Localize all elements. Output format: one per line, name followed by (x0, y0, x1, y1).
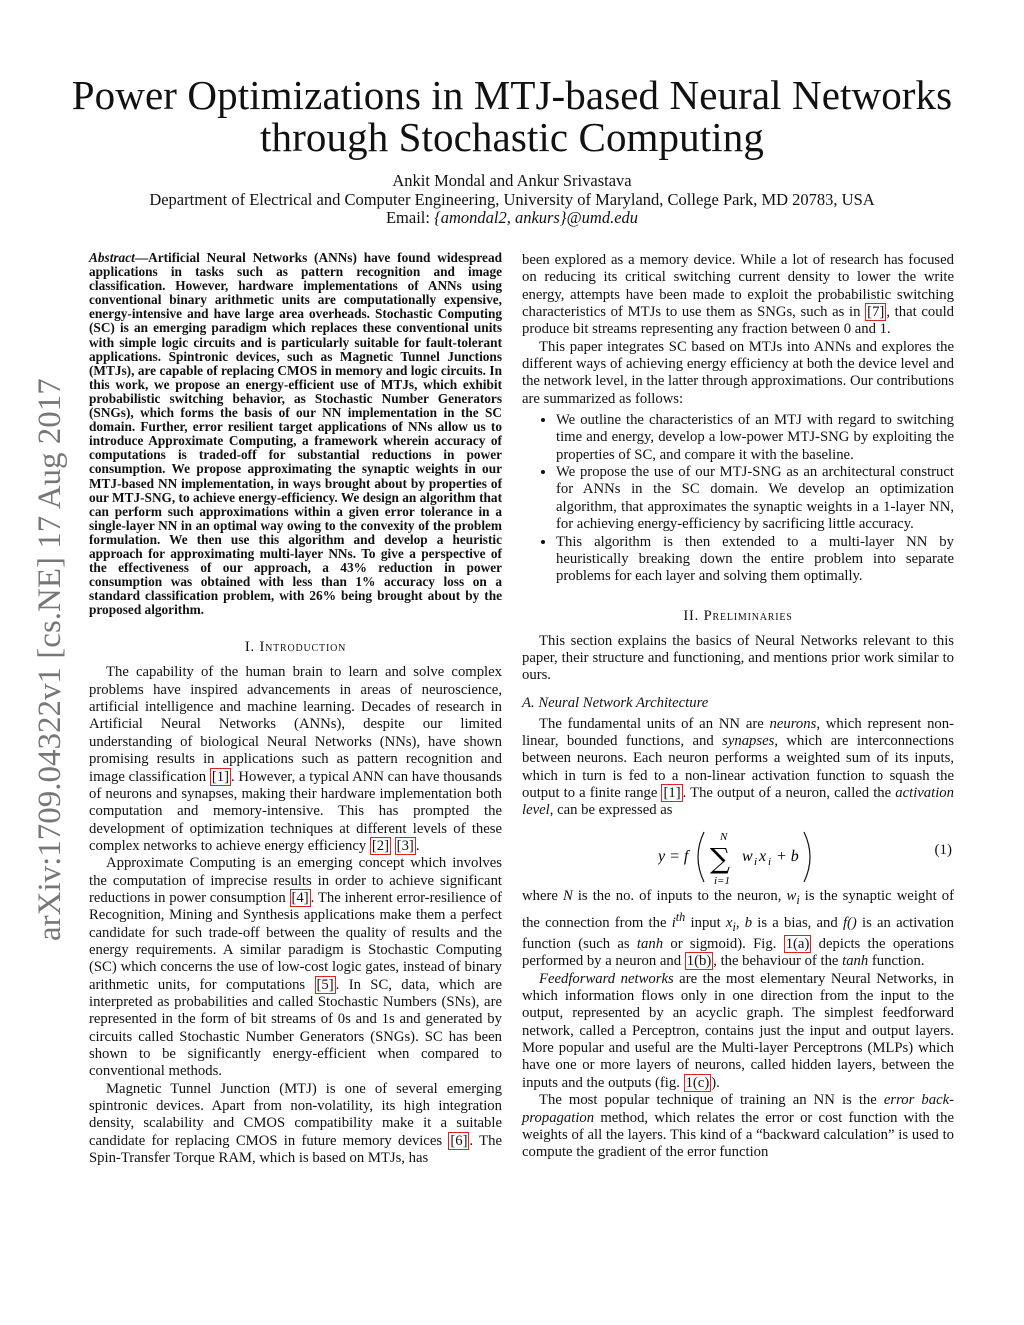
email-names: {amondal2, ankurs} (434, 208, 567, 227)
eq-w-sub: i (754, 855, 758, 868)
text-run: synapses (722, 732, 775, 749)
eq-right-paren (804, 832, 810, 882)
eq-sum-top: N (720, 830, 728, 843)
citation-link[interactable]: [6] (450, 1132, 468, 1149)
text-run: . The inherent error-resilience of Recognition, Mining and Synthesis applications make them a perfect candidate for such trade-off between the quality of results and the energy requirements. A similar paradigm is Stochastic Computing (SC) which concerns the use of low-cost logic gates, instead of binary arithmetic units, for computations (89, 889, 502, 993)
right-paragraph-2: This paper integrates SC based on MTJs into ANNs and explores the different ways of achieving energy efficiency at both the device level and the network level, in the latter through approximations. Our contributions are summarized as follows: (522, 338, 954, 407)
text-run: or sigmoid). Fig. (663, 936, 784, 953)
text-run: The capability of the human brain to learn and solve complex problems have inspired advancements in areas of neuroscience, artificial intelligence and machine learning. Decades of research in Artificial Neural Networks (ANNs), despite our limited understanding of biological Neural Networks (NNs), have shown promising results in applications such as pattern recognition and image classification (89, 664, 502, 785)
text-run: is a bias, and (752, 914, 843, 931)
right-column (522, 252, 954, 1162)
text-run: , the behaviour of the (713, 953, 843, 970)
text-run: x (725, 914, 733, 931)
equation-number: (1) (934, 841, 952, 858)
right-paragraph-1 (522, 252, 954, 339)
text-run: , which represent non-linear, bounded functions, and (522, 715, 954, 749)
contribution-item: • We propose the use of our MTJ-SNG as an architectural construct for ANNs in the SC domain. We develop an optimization algorithm, that approximates the synaptic weights in a 1-layer NN, for achieving energy-efficiency by sacrificing little accuracy. (556, 464, 954, 533)
prelim-paragraph-3 (522, 888, 954, 971)
text-run: depicts the operations performed by a neuron and (522, 936, 954, 970)
citation-link[interactable]: [1] (211, 768, 229, 785)
eq-lhs: y = f (658, 847, 689, 865)
text-run: is the synaptic weight of the connection from the (522, 887, 954, 931)
text-run: , which are interconnections between neurons. Each neuron performs a weighted sum of its inputs, which in turn is fed to a non-linear activation function to squash the output to a finite range (522, 732, 954, 801)
authors: Ankit Mondal and Ankur Srivastava (392, 171, 632, 190)
text-run: , that could produce bit streams representing any fraction between 0 and 1. (522, 304, 955, 338)
text-run: Approximate Computing is an emerging concept which involves the computation of imprecise results in order to achieve significant reductions in power consumption (89, 855, 502, 906)
citation-link[interactable]: [5] (316, 976, 334, 993)
prelim-paragraph-1: This section explains the basics of Neural Networks relevant to this paper, their structure and functioning, and mentions prior work similar to ours. (522, 632, 954, 684)
figure-link[interactable]: 1(c) (685, 1074, 710, 1091)
contribution-item: • This algorithm is then extended to a multi-layer NN by heuristically breaking down the entire problem into separate problems for each layer and solving them optimally. (556, 534, 954, 586)
text-run: tanh (636, 936, 664, 953)
text-run: , can be expressed as (549, 802, 673, 819)
text-run: error back-propagation (522, 1092, 954, 1126)
text-run: f() (842, 914, 857, 931)
text-run: . The Spin-Transfer Torque RAM, which is based on MTJs, has (89, 1132, 502, 1167)
figure-link[interactable]: 1(a) (785, 936, 810, 953)
text-run: . However, a typical ANN can have thousands of neurons and synapses, making their hardware implementation both computation and memory-intensive. This has prompted the development of optimization techniques at different levels of these complex networks to achieve energy efficiency (89, 768, 502, 854)
affiliation: Department of Electrical and Computer Engineering, University of Maryland, College Park, MD 20783, USA (149, 190, 875, 209)
text-run: ). (711, 1074, 720, 1091)
prelim-paragraph-5 (522, 1092, 954, 1161)
equation-body (658, 826, 918, 888)
section-title: Introduction (259, 639, 347, 656)
email (40, 208, 984, 228)
contributions-list (522, 412, 954, 585)
section-heading-preliminaries (522, 608, 954, 625)
text-run: input (685, 914, 726, 931)
eq-left-paren (698, 832, 704, 882)
text-run: been explored as a memory device. While a lot of research has focused on reducing its critical switching current density to lower the write energy, attempts have been made to exploit the probabilistic switching characteristics of MTJs to use them as SNGs, such as in (522, 252, 954, 321)
eq-plus-b: + b (772, 847, 799, 865)
text-run: Magnetic Tunnel Junction (MTJ) is one of several emerging spintronic devices. Apart from non-volatility, its high integration density, scalability and CMOS compatibility make it a suitable candidate for replacing CMOS in future memory devices (89, 1080, 502, 1149)
eq-x: x (759, 847, 767, 865)
text-run: The fundamental units of an NN are (539, 715, 770, 732)
text-run: is the no. of inputs to the neuron, (572, 887, 787, 904)
prelim-paragraph-4 (522, 971, 954, 1092)
text-run: neurons (769, 715, 817, 732)
text-run: where (522, 887, 563, 904)
superscript: th (675, 909, 686, 924)
text-run: are the most elementary Neural Networks, in which information flows only in one direction from the input to the output, represented by an acyclic graph. The simplest feedforward network, called a Perceptron, contains just the input and output layers. More popular and useful are the Multi-layer Perceptrons (MLPs) which have one or more layers of neurons, called hidden layers, between the inputs and the outputs (fig. (522, 970, 955, 1091)
text-run: N (562, 887, 573, 904)
email-prefix: Email: (385, 208, 435, 227)
figure-link[interactable]: 1(b) (686, 953, 712, 970)
subscript: i (796, 892, 800, 907)
contribution-item: • We outline the characteristics of an MTJ with regard to switching time and energy, develop a low-power MTJ-SNG by exploiting the properties of SC, and compare it with the baseline. (556, 412, 954, 464)
text-run: w (786, 887, 797, 904)
abstract-text: —Artificial Neural Networks (ANNs) have found widespread applications in tasks such as pattern recognition and image classification. However, hardware implementations of ANNs using conventional binary arithmetic units are computationally expensive, energy-intensive and have large area overheads. Stochastic Computing (SC) is an emerging paradigm which replaces these conventional units with simple logic circuits and is particularly suitable for fault-tolerant applications. Spintronic devices, such as Magnetic Tunnel Junctions (MTJs), are capable of replacing CMOS in memory and logic circuits. In this work, we propose an energy-efficient use of MTJs, which exhibit probabilistic switching behavior, as Stochastic Number Generators (SNGs), which forms the basis of our NN implementation in the SC domain. Further, error resilient target applications of NNs allow us to introduce Approximate Computing, a framework wherein accuracy of computations is traded-off for substantial reductions in power consumption. We propose approximating the synaptic weights in our MTJ-based NN implementation, in ways brought about by properties of our MTJ-SNG, to achieve energy-efficiency. We design an algorithm that can perform such approximations within a given error tolerance in a single-layer NN in an optimal way owing to the convexity of the problem formulation. We then use this algorithm and develop a heuristic approach for approximating multi-layer NNs. To give a perspective of the effectiveness of our approach, a 43% reduction in power consumption was obtained with less than 1% accuracy loss on a standard classification problem, with 26% being brought about by the proposed algorithm. (89, 250, 502, 618)
arxiv-stamp: arXiv:1709.04322v1 [cs.NE] 17 Aug 2017 (32, 378, 68, 941)
text-run: is an activation function (such as (522, 914, 955, 953)
abstract-lead: Abstract (89, 250, 135, 265)
email-domain: @umd.edu (566, 208, 639, 227)
intro-paragraph-3 (89, 1081, 502, 1168)
citation-link[interactable]: [2] (371, 837, 389, 854)
section-heading-introduction (89, 639, 502, 656)
section-number: II. (683, 607, 704, 624)
paper-title (40, 74, 984, 158)
text-run: b (744, 914, 753, 931)
abstract (89, 251, 502, 617)
intro-paragraph-2 (89, 855, 502, 1080)
text-run: i (671, 914, 676, 931)
citation-link[interactable]: [3] (396, 837, 414, 854)
subscript: i (732, 919, 736, 934)
text-run: . The output of a neuron, called the (682, 784, 896, 801)
left-column (89, 251, 502, 1167)
section-title: Preliminaries (703, 607, 793, 624)
intro-paragraph-1 (89, 664, 502, 855)
equation-1 (522, 822, 954, 887)
citation-link[interactable]: [4] (291, 889, 309, 906)
section-number: I. (244, 639, 260, 656)
text-run: . In SC, data, which are interpreted as probabilities and called Stochastic Numbers (SNs), are represented in the form of bit streams of 0s and 1s and generated by circuits called Stochastic Number Generators (SNGs). SC has been shown to be significantly energy-efficient when compared to conventional methods. (89, 976, 502, 1080)
citation-link[interactable]: [7] (867, 304, 885, 321)
citation-link[interactable]: [1] (663, 784, 681, 801)
subsection-heading: A. Neural Network Architecture (522, 694, 709, 711)
text-run: The most popular technique of training an NN is the (539, 1092, 884, 1109)
eq-sum-bot: i=1 (714, 874, 730, 887)
prelim-paragraph-2 (522, 716, 954, 820)
text-run: tanh (842, 953, 869, 970)
text-run: . (415, 837, 420, 854)
text-run: function. (868, 953, 925, 970)
eq-w: w (742, 847, 753, 865)
eq-sum-symbol: ∑ (710, 841, 730, 875)
title-line-1: Power Optimizations in MTJ-based Neural Networks (71, 72, 953, 118)
text-run: activation level (522, 784, 954, 819)
title-line-2: through Stochastic Computing (260, 114, 764, 160)
text-run: method, which relates the error or cost function with the weights of all the layers. This kind of a “backward calculation” is used to compute the gradient of the error function (522, 1109, 954, 1161)
text-run: Feedforward networks (539, 970, 674, 987)
eq-x-sub: i (768, 855, 772, 868)
text-run: , (735, 914, 745, 931)
